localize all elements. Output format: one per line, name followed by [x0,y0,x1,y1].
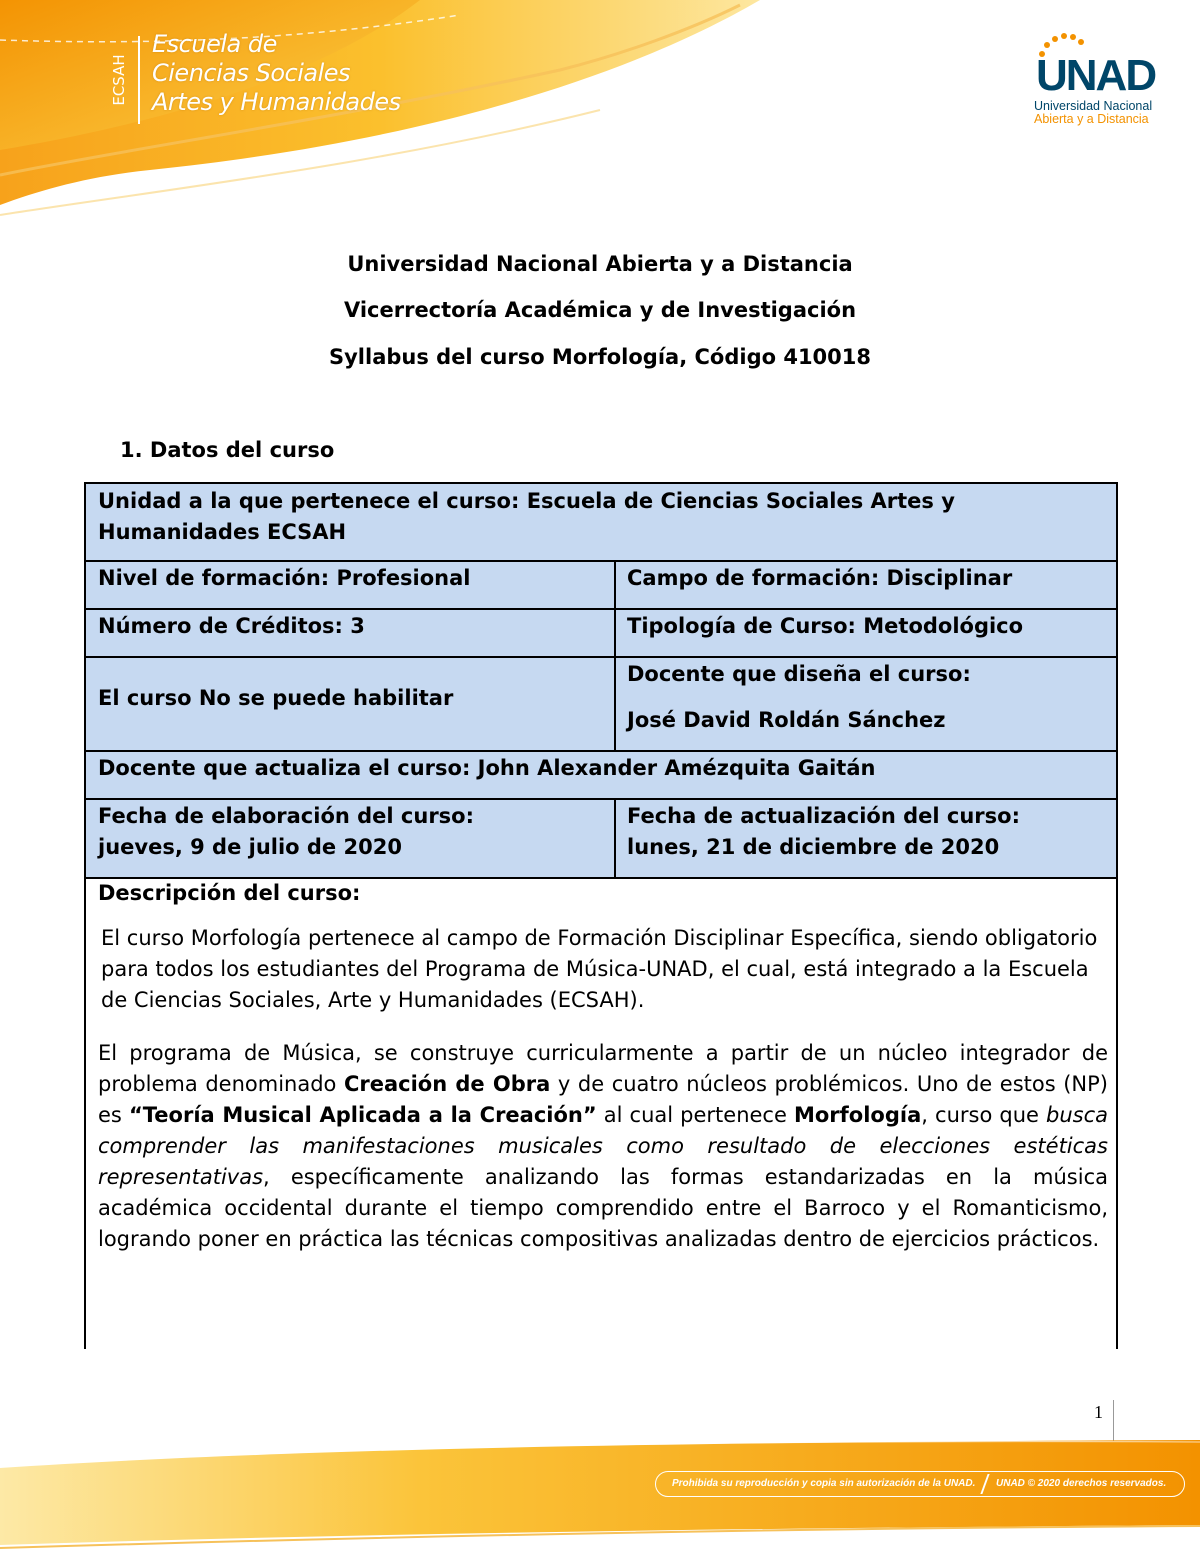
section-heading: 1. Datos del curso [120,438,335,462]
row-fechas [86,800,1116,879]
docente-disena-label: Docente que diseña el curso: [627,662,971,686]
cell-creditos: Número de Créditos: 3 [86,610,616,656]
fecha-act-value: lunes, 21 de diciembre de 2020 [627,835,1000,859]
title-university: Universidad Nacional Abierta y a Distancia [347,252,853,276]
course-description [86,879,1116,1349]
p2-teoria-musical: “Teoría Musical Aplicada a la Creación” [128,1103,597,1127]
description-paragraph-1: El curso Morfología pertenece al campo de Formación Disciplinar Específica, siendo obligatorio para todos los estudiantes del Programa de Música-UNAD, el cual, está integrado a la Escuela de Ciencias Sociales, Arte y Humanidades (ECSAH). [101,926,1098,1012]
ecsah-vertical-mark [112,36,142,124]
course-data-table [84,482,1118,1349]
p2-morfologia: Morfología [793,1103,922,1127]
cell-fecha-elaboracion [86,800,616,877]
cell-docente-disena [616,658,1116,750]
page-number-rule [1113,1400,1114,1442]
unidad-line-2: Humanidades ECSAH [98,520,347,544]
unad-sub-line-2: Abierta y a Distancia [1034,112,1149,126]
description-paragraph-2 [98,1038,1108,1255]
footer-separator [980,1474,989,1494]
p2-objective: busca comprender las manifestaciones musicales como resultado de elecciones estéticas representativas [98,1103,1109,1189]
row-nivel [86,562,1116,610]
school-name [152,30,401,117]
school-line-3: Artes y Humanidades [152,88,401,116]
p2-part-c: y de cuatro núcleos problémicos. Uno de estos (NP) es [98,1072,1108,1127]
unad-logo-text: UNAD [1036,51,1156,100]
cell-fecha-actualizacion [616,800,1116,877]
cell-habilitar: El curso No se puede habilitar [86,658,616,750]
footer-notice: Prohibida su reproducción y copia sin autorización de la UNAD. [672,1478,976,1489]
ecsah-vertical-text: ECSAH [110,54,128,106]
unad-sub-line-1: Universidad Nacional [1034,99,1153,113]
p2-creacion-de-obra: Creación de Obra [343,1072,551,1096]
fecha-act-label: Fecha de actualización del curso: [627,804,1020,828]
cell-campo: Campo de formación: Disciplinar [627,566,1013,590]
cell-nivel: Nivel de formación: Profesional [86,562,616,608]
fecha-elab-label: Fecha de elaboración del curso: [98,804,475,828]
p2-part-e: al cual pertenece [596,1103,794,1127]
row-unidad [86,484,1116,562]
school-line-1: Escuela de [152,30,277,58]
ecsah-logo [112,30,442,130]
row-creditos [86,610,1116,658]
title-syllabus: Syllabus del curso Morfología, Código 410018 [328,345,872,369]
cell-docente-actualiza: Docente que actualiza el curso: John Alexander Amézquita Gaitán [98,756,876,780]
footer-copyright: UNAD © 2020 derechos reservados. [996,1478,1167,1489]
p2-part-a: El programa de Música, se construye curricularmente a partir de un núcleo integrador de problema denominado [98,1041,1108,1096]
title-vicerrectoria: Vicerrectoría Académica y de Investigación [343,298,857,322]
unad-subtitle [1034,100,1152,126]
docente-disena-name: José David Roldán Sánchez [627,708,946,732]
description-heading: Descripción del curso: [98,881,361,905]
footer-notice-bar [655,1471,1185,1497]
p2-part-g: , curso que [921,1103,1047,1127]
p2-part-i: , específicamente analizando las formas estandarizadas en la música académica occidental durante el tiempo comprendido entre el Barroco y el Romanticismo, logrando poner en práctica las técnicas compositivas analizadas dentro de ejercicios prácticos. [98,1165,1108,1251]
unidad-line-1: Unidad a la que pertenece el curso: Escuela de Ciencias Sociales Artes y [98,489,955,513]
row-docente-disena [86,658,1116,752]
fecha-elab-value: jueves, 9 de julio de 2020 [98,835,402,859]
school-line-2: Ciencias Sociales [152,59,351,87]
cell-tipologia: Tipología de Curso: Metodológico [627,614,1024,638]
page-number: 1 [1094,1402,1103,1422]
row-docente-actualiza [86,752,1116,800]
cell-unidad [86,484,1116,560]
